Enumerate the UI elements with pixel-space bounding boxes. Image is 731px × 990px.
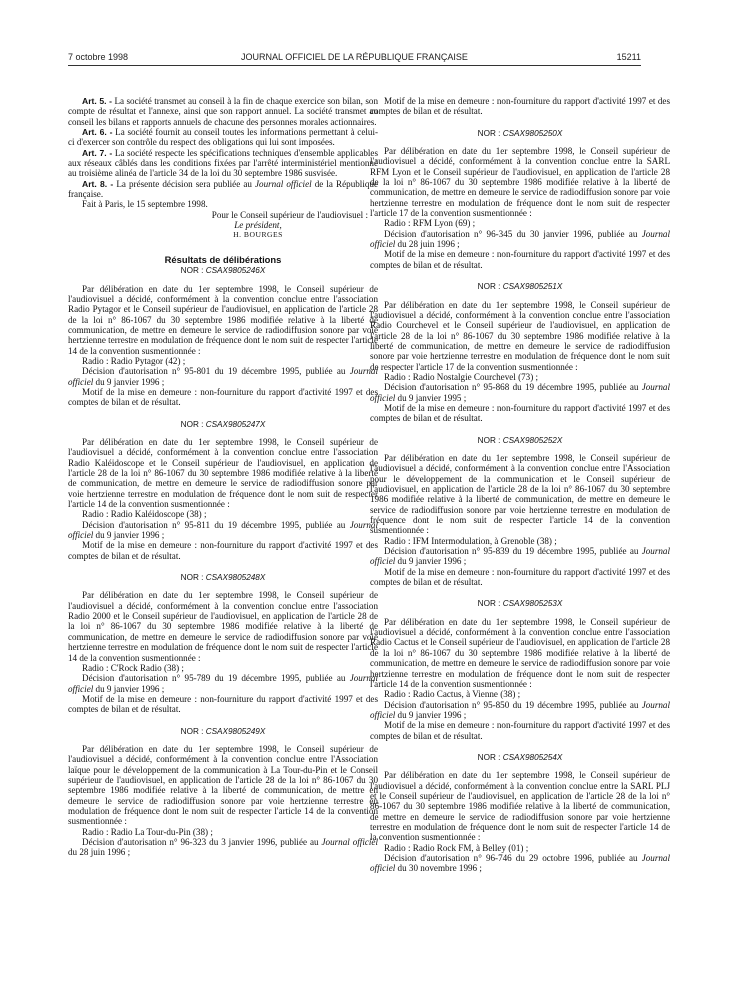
deliberation-block bbox=[370, 753, 670, 874]
signature-name: H. BOURGES bbox=[233, 230, 283, 240]
nor-reference bbox=[370, 129, 670, 139]
radio-line: Radio : C'Rock Radio (38) ; bbox=[82, 662, 184, 673]
decision-line bbox=[370, 546, 670, 567]
nor-reference bbox=[370, 282, 670, 292]
nor-label: NOR : bbox=[180, 726, 204, 736]
motif-line: Motif de la mise en demeure : non-fourniture du rapport d'activité 1997 et des comptes de bilan et de résultat. bbox=[68, 386, 378, 408]
article-8-journal: Journal officiel bbox=[255, 178, 312, 189]
deliberation-body: Par délibération en date du 1er septembre 1998, le Conseil supérieur de l'audiovisuel a décidé, conformément à la convention conclue entre l'association Radio Cactus et le Conseil supérieur de l'audiovisuel, en application de l'article 28 de la loi n° 86-1067 du 30 septembre 1986 modifiée relative à la liberté de communication, de mettre en demeure le service de radiodiffusion sonore par voie hertzienne terrestre en modulation de fréquence dont le nom suit de respecter l'article 14 de la convention susmentionnée : bbox=[370, 616, 670, 689]
header-rule bbox=[68, 65, 641, 66]
radio-line: Radio : Radio Pytagor (42) ; bbox=[82, 355, 186, 366]
decision-text-before: Décision d'autorisation n° 95-839 du 19 décembre 1995, publiée au bbox=[384, 546, 642, 557]
decision-text-after: du 9 janvier 1996 ; bbox=[395, 556, 467, 567]
decision-journal: Journal officiel bbox=[370, 546, 670, 567]
motif-line: Motif de la mise en demeure : non-fourniture du rapport d'activité 1997 et des comptes de bilan et de résultat. bbox=[68, 540, 378, 561]
decision-text-after: du 28 juin 1996 ; bbox=[68, 847, 131, 858]
left-column bbox=[68, 96, 378, 858]
deliberation-body: Par délibération en date du 1er septembre 1998, le Conseil supérieur de l'audiovisuel a décidé, conformément à la convention conclue entre l'association Radio Courchevel et le Conseil supérieur de l'audiovisuel, en application de l'article 28 de la loi n° 86-1067 du 30 septembre 1986 modifiée relative à la liberté de communication, de mettre en demeure le service de radiodiffusion sonore par voie hertzienne terrestre en modulation de fréquence dont le nom suit de respecter l'article 17 de la convention susmentionnée : bbox=[370, 299, 670, 372]
nor-label: NOR : bbox=[477, 282, 501, 292]
article-8 bbox=[68, 179, 378, 200]
decision-journal: Journal officiel bbox=[370, 853, 670, 874]
decision-journal: Journal officiel bbox=[68, 673, 378, 694]
nor-label: NOR : bbox=[180, 573, 204, 583]
deliberation-body: Par délibération en date du 1er septembre 1998, le Conseil supérieur de l'audiovisuel a décidé, conformément à la convention conclue entre la SARL RFM Lyon et le Conseil supérieur de l'audiovisuel, en application de l'article 28 de la loi n° 86-1067 du 30 septembre 1986 modifiée relative à la liberté de communication, de mettre en demeure le service de radiodiffusion sonore par voie hertzienne terrestre en modulation de fréquence dont le nom suit de respecter l'article 17 de la convention susmentionnée : bbox=[370, 146, 670, 219]
signature-role: Le président, bbox=[234, 220, 282, 231]
motif-line: Motif de la mise en demeure : non-fourniture du rapport d'activité 1997 et des comptes de bilan et de résultat. bbox=[370, 720, 670, 741]
nor-label: NOR : bbox=[180, 266, 204, 276]
decision-text-before: Décision d'autorisation n° 95-789 du 19 décembre 1995, publiée au bbox=[82, 673, 350, 684]
article-6-text: La société fournit au conseil toutes les informations permettant à celui-ci d'exercer son contrôle du respect des obligations qui lui sont imposées. bbox=[68, 127, 379, 148]
deliberation-block bbox=[370, 436, 670, 588]
page-header bbox=[68, 52, 641, 66]
decision-line bbox=[68, 366, 378, 387]
motif-line: Motif de la mise en demeure : non-fourniture du rapport d'activité 1997 et des comptes de bilan et de résultat. bbox=[68, 693, 378, 715]
article-8-text-after: de la République française. bbox=[68, 178, 378, 200]
decision-text-after: du 9 janvier 1995 ; bbox=[395, 392, 467, 403]
article-5-text: La société transmet au conseil à la fin de chaque exercice son bilan, son compte de résultat et l'annexe, ainsi que son rapport annuel. La société transmet au conseil les bilans et rapports annuels de chacune des personnes morales actionnaires. bbox=[68, 96, 378, 127]
motif-line: Motif de la mise en demeure : non-fourniture du rapport d'activité 1997 et des comptes de bilan et de résultat. bbox=[370, 249, 670, 270]
deliberation-block bbox=[370, 599, 670, 740]
deliberation-body: Par délibération en date du 1er septembre 1998, le Conseil supérieur de l'audiovisuel a décidé, conformément à la convention conclue entre l'association Radio Pytagor et le Conseil supérieur de l'audiovisuel, en application de l'article 28 de la loi n° 86-1067 du 30 septembre 1986 modifiée relative à la liberté de communication, de mettre en demeure le service de radiodiffusion sonore par voie hertzienne terrestre en modulation de fréquence dont le nom suit de respecter l'article 14 de la convention susmentionnée : bbox=[68, 283, 378, 356]
radio-line: Radio : Radio La Tour-du-Pin (38) ; bbox=[82, 826, 213, 837]
radio-line: Radio : RFM Lyon (69) ; bbox=[384, 218, 476, 229]
decision-journal: Journal officiel bbox=[370, 228, 670, 250]
decision-text-after: du 30 novembre 1996 ; bbox=[395, 863, 482, 874]
nor-code: CSAX9805254X bbox=[502, 752, 563, 762]
nor-label: NOR : bbox=[477, 599, 501, 609]
decision-journal: Journal officiel bbox=[68, 519, 378, 541]
deliberation-body: Par délibération en date du 1er septembre 1998, le Conseil supérieur de l'audiovisuel a décidé, conformément à la convention conclue entre l'Association laïque pour le développement de la communication à La Tour-du-Pin et le Conseil supérieur de l'audiovisuel, en application de l'article 28 de la loi n° 86-1067 du 30 septembre 1986 modifiée relative à la liberté de communication, de mettre en demeure le service de radiodiffusion sonore par voie hertzienne terrestre en modulation de fréquence dont le nom suit de respecter l'article 14 de la convention susmentionnée : bbox=[68, 743, 378, 827]
header-date: 7 octobre 1998 bbox=[68, 52, 129, 62]
decision-line bbox=[68, 837, 378, 858]
nor-reference bbox=[370, 753, 670, 763]
decision-text-before: Décision d'autorisation n° 95-811 du 19 décembre 1995, publiée au bbox=[82, 519, 350, 530]
nor-label: NOR : bbox=[477, 128, 501, 138]
deliberation-body: Par délibération en date du 1er septembre 1998, le Conseil supérieur de l'audiovisuel a décidé, conformément à la convention conclue entre l'association Radio Kaléidoscope et le Conseil supérieur de l'audiovisuel, en application de l'article 28 de la loi n° 86-1067 du 30 septembre 1986 modifiée relative à la liberté de communication, de mettre en demeure le service de radiodiffusion sonore par voie hertzienne terrestre en modulation de fréquence dont le nom suit de respecter l'article 14 de la convention susmentionnée : bbox=[68, 436, 378, 510]
motif-line: Motif de la mise en demeure : non-fourniture du rapport d'activité 1997 et des comptes de bilan et de résultat. bbox=[370, 566, 670, 588]
deliberation-body: Par délibération en date du 1er septembre 1998, le Conseil supérieur de l'audiovisuel a décidé, conformément à la convention conclue entre la SARL PLJ et le Conseil supérieur de l'audiovisuel, en application de l'article 28 de la loi n° 86-1067 du 30 septembre 1986 modifiée relative à la liberté de communication, de mettre en demeure le service de radiodiffusion sonore par voie hertzienne terrestre en modulation de fréquence dont le nom suit de respecter l'article 14 de la convention susmentionnée : bbox=[370, 770, 670, 843]
nor-reference bbox=[68, 573, 378, 583]
decision-line bbox=[370, 853, 670, 874]
decision-journal: Journal officiel bbox=[370, 382, 670, 403]
deliberation-block bbox=[370, 129, 670, 270]
nor-code: CSAX9805246X bbox=[205, 266, 266, 276]
deliberation-body: Par délibération en date du 1er septembre 1998, le Conseil supérieur de l'audiovisuel a décidé, conformément à la convention conclue entre l'Association pour le développement de la communication et le Conseil supérieur de l'audiovisuel, en application de l'article 28 de la loi n° 86-1067 du 30 septembre 1986 modifiée relative à la liberté de communication, de mettre en demeure le service de radiodiffusion sonore par voie hertzienne terrestre en modulation de fréquence dont le nom suit de respecter l'article 14 de la convention susmentionnée : bbox=[370, 452, 670, 536]
decision-line bbox=[68, 673, 378, 694]
article-5-label: Art. 5. - bbox=[82, 96, 112, 106]
decision-text-after: du 28 juin 1996 ; bbox=[395, 239, 460, 250]
signature-for: Pour le Conseil supérieur de l'audiovisuel : bbox=[211, 209, 368, 220]
article-6-label: Art. 6. - bbox=[82, 127, 113, 138]
deliberation-block bbox=[68, 727, 378, 858]
decision-text-before: Décision d'autorisation n° 96-323 du 3 janvier 1996, publiée au bbox=[82, 837, 322, 847]
nor-reference bbox=[370, 599, 670, 609]
nor-reference bbox=[370, 436, 670, 446]
decision-text-before: Décision d'autorisation n° 95-850 du 19 décembre 1995, publiée au bbox=[384, 699, 642, 710]
decision-line bbox=[370, 382, 670, 403]
decision-text-before: Décision d'autorisation n° 96-345 du 30 janvier 1996, publiée au bbox=[384, 228, 642, 239]
decision-text-before: Décision d'autorisation n° 95-868 du 19 décembre 1995, publiée au bbox=[384, 382, 642, 393]
decision-line bbox=[370, 229, 670, 250]
decision-text-after: du 9 janvier 1996 ; bbox=[93, 376, 165, 387]
radio-line: Radio : Radio Nostalgie Courchevel (73) ; bbox=[384, 371, 539, 382]
nor-code: CSAX9805252X bbox=[502, 435, 563, 445]
header-title: JOURNAL OFFICIEL DE LA RÉPUBLIQUE FRANÇAISE bbox=[241, 52, 468, 62]
decision-text-after: du 9 janvier 1996 ; bbox=[93, 683, 165, 694]
deliberation-block bbox=[68, 573, 378, 714]
nor-code: CSAX9805249X bbox=[205, 726, 266, 736]
article-7-text: La société respecte les spécifications techniques d'ensemble applicables aux réseaux câblés dans les conditions fixées par l'arrêté interministériel mentionné au troisième alinéa de l'article 34 de la loi du 30 septembre 1986 susvisée. bbox=[68, 147, 379, 179]
decision-text-after: du 9 janvier 1996 ; bbox=[395, 709, 467, 720]
deliberation-block bbox=[68, 420, 378, 561]
nor-code: CSAX9805253X bbox=[502, 599, 563, 609]
article-7-label: Art. 7. - bbox=[82, 147, 113, 158]
decision-journal: Journal officiel bbox=[370, 699, 670, 720]
nor-label: NOR : bbox=[477, 752, 501, 762]
decision-journal: Journal officiel bbox=[321, 837, 378, 847]
deliberation-body: Par délibération en date du 1er septembre 1998, le Conseil supérieur de l'audiovisuel a décidé, conformément à la convention conclue entre l'association Radio 2000 et le Conseil supérieur de l'audiovisuel, en application de l'article 28 de la loi n° 86-1067 du 30 septembre 1986 modifiée relative à la liberté de communication, de mettre en demeure le service de radiodiffusion sonore par voie hertzienne terrestre en modulation de fréquence dont le nom suit de respecter l'article 14 de la convention susmentionnée : bbox=[68, 590, 378, 663]
article-8-label: Art. 8. - bbox=[82, 178, 114, 189]
nor-code: CSAX9805248X bbox=[205, 573, 266, 583]
nor-reference bbox=[68, 420, 378, 430]
done-at: Fait à Paris, le 15 septembre 1998. bbox=[82, 199, 208, 210]
article-5 bbox=[68, 96, 378, 127]
decision-text-before: Décision d'autorisation n° 96-746 du 29 octobre 1996, publiée au bbox=[384, 853, 642, 863]
decision-line bbox=[370, 700, 670, 721]
article-6 bbox=[68, 127, 378, 148]
nor-reference bbox=[68, 266, 378, 276]
decision-text-before: Décision d'autorisation n° 95-801 du 19 décembre 1995, publiée au bbox=[82, 366, 350, 377]
deliberation-block bbox=[370, 282, 670, 423]
decision-text-after: du 9 janvier 1996 ; bbox=[93, 530, 165, 541]
nor-reference bbox=[68, 727, 378, 737]
article-8-text-before: La présente décision sera publiée au bbox=[113, 178, 256, 189]
carried-motif-line: Motif de la mise en demeure : non-fourniture du rapport d'activité 1997 et des comptes de bilan et de résultat. bbox=[370, 96, 670, 117]
motif-line: Motif de la mise en demeure : non-fourniture du rapport d'activité 1997 et des comptes de bilan et de résultat. bbox=[370, 402, 670, 424]
nor-label: NOR : bbox=[180, 419, 204, 429]
radio-line: Radio : Radio Kaléidoscope (38) ; bbox=[82, 509, 207, 520]
decision-journal: Journal officiel bbox=[68, 366, 378, 387]
right-column bbox=[370, 96, 670, 874]
nor-code: CSAX9805251X bbox=[502, 282, 563, 292]
radio-line: Radio : Radio Rock FM, à Belley (01) ; bbox=[384, 842, 529, 853]
radio-line: Radio : IFM Intermodulation, à Grenoble (38) ; bbox=[384, 535, 557, 546]
deliberation-block bbox=[68, 266, 378, 407]
page-number: 15211 bbox=[616, 52, 641, 62]
nor-code: CSAX9805250X bbox=[502, 128, 563, 138]
article-7 bbox=[68, 148, 378, 179]
nor-label: NOR : bbox=[477, 435, 501, 445]
decision-line bbox=[68, 520, 378, 541]
radio-line: Radio : Radio Cactus, à Vienne (38) ; bbox=[384, 689, 521, 700]
section-title: Résultats de délibérations bbox=[164, 253, 282, 265]
nor-code: CSAX9805247X bbox=[205, 419, 266, 429]
